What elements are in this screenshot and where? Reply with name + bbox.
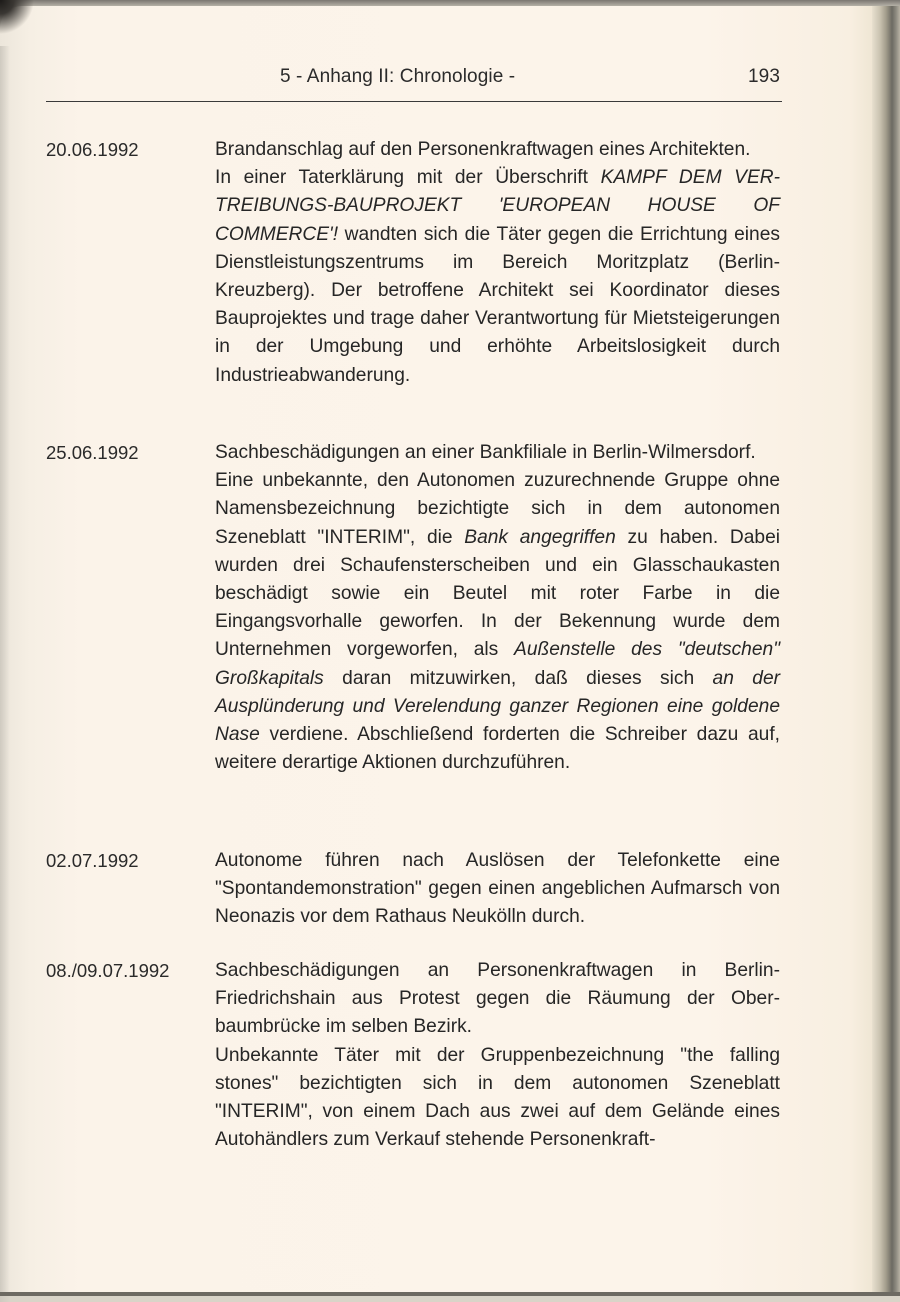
text-run: Unbekannte Täter mit der Gruppenbezeichnung "the falling stones" bezichtigten sich in dem autonomen Szeneblatt "INTERIM", von einem Dach aus zwei auf dem Gelände eines Autohändlers zum Verkauf stehende Personenkraft- xyxy=(215,1044,780,1151)
chapter-title: 5 - Anhang II: Chronologie - xyxy=(280,66,516,87)
entry-paragraph xyxy=(215,136,780,164)
italic-quote: Außenstelle des "deutschen" Großkapitals xyxy=(215,639,781,689)
text-run: Sachbeschädigungen an einer Bankfiliale in Berlin-Wilmersdorf. xyxy=(215,442,756,463)
text-run: verdiene. Abschließend forderten die Schreiber dazu auf, weitere derartige Aktionen durchzuführen. xyxy=(215,724,780,774)
text-run: Autonome führen nach Auslösen der Telefonkette eine "Spontandemonstration" gegen einen angeblichen Aufmarsch von Neonazis vor dem Rathaus Neukölln durch. xyxy=(215,850,780,928)
entry-body xyxy=(215,847,780,932)
text-run: Brandanschlag auf den Personenkraftwagen eines Architekten. xyxy=(215,139,751,160)
entry-body xyxy=(215,957,780,1154)
text-run: Eine unbekannte, den Autonomen zuzurechnende Gruppe ohne Namensbezeichnung bezichtigte sich in dem autonomen Szeneblatt "INTERIM", die xyxy=(215,470,780,548)
entry-date: 20.06.1992 xyxy=(46,139,139,160)
entry-body xyxy=(215,439,780,777)
text-run: wandten sich die Täter gegen die Errichtung eines Dienstleistungszentrums im Bereich Moritzplatz (Berlin-Kreuzberg). Der betroffene Architekt sei Koordinator dieses Bauprojektes und trage daher Verantwortung für Mietsteigerungen in der Umgebung und erhöhte Arbeitslosigkeit durch Industrieabwanderung. xyxy=(215,223,780,386)
page-number: 193 xyxy=(747,66,780,87)
page-corner-shadow xyxy=(0,0,40,60)
book-page xyxy=(0,6,872,1296)
header-rule xyxy=(46,101,782,102)
entry-paragraph xyxy=(215,164,780,390)
entry-date: 02.07.1992 xyxy=(46,850,139,871)
book-gutter-edge xyxy=(872,6,900,1296)
entry-paragraph xyxy=(215,439,780,467)
page-left-shadow xyxy=(0,46,10,1302)
italic-quote: Bank angegriffen xyxy=(464,526,616,548)
italic-quote: an der Ausplünderung und Verelendung ganzer Regionen eine goldene Nase xyxy=(215,667,781,746)
text-run: In einer Taterklärung mit der Überschrift xyxy=(215,167,601,189)
entry-paragraph xyxy=(215,1042,780,1155)
entry-paragraph xyxy=(215,957,780,1042)
text-run: Sachbeschädigungen an Personenkraftwagen in Berlin-Friedrichshain aus Protest gegen die Räumung der Oberbaumbrücke im selben Bezirk. xyxy=(215,960,780,1038)
text-run: daran mitzuwirken, daß dieses sich xyxy=(323,667,713,689)
page-bottom-edge xyxy=(0,1292,900,1296)
entry-date: 08./09.07.1992 xyxy=(46,960,170,981)
entry-paragraph xyxy=(215,847,780,932)
entry-paragraph xyxy=(215,467,780,777)
text-run: zu haben. Dabei wurden drei Schaufensterscheiben und ein Glasschaukasten beschädigt sowie ein Beutel mit roter Farbe in die Eingangsvorhalle geworfen. In der Bekennung wurde dem Unternehmen vorgeworfen, als xyxy=(215,526,780,661)
italic-quote: KAMPF DEM VERTREIBUNGS-BAUPROJEKT 'EUROPEAN HOUSE OF COMMERCE'! xyxy=(215,167,780,245)
running-head xyxy=(280,66,780,92)
entry-date: 25.06.1992 xyxy=(46,442,139,463)
entry-body xyxy=(215,136,780,390)
